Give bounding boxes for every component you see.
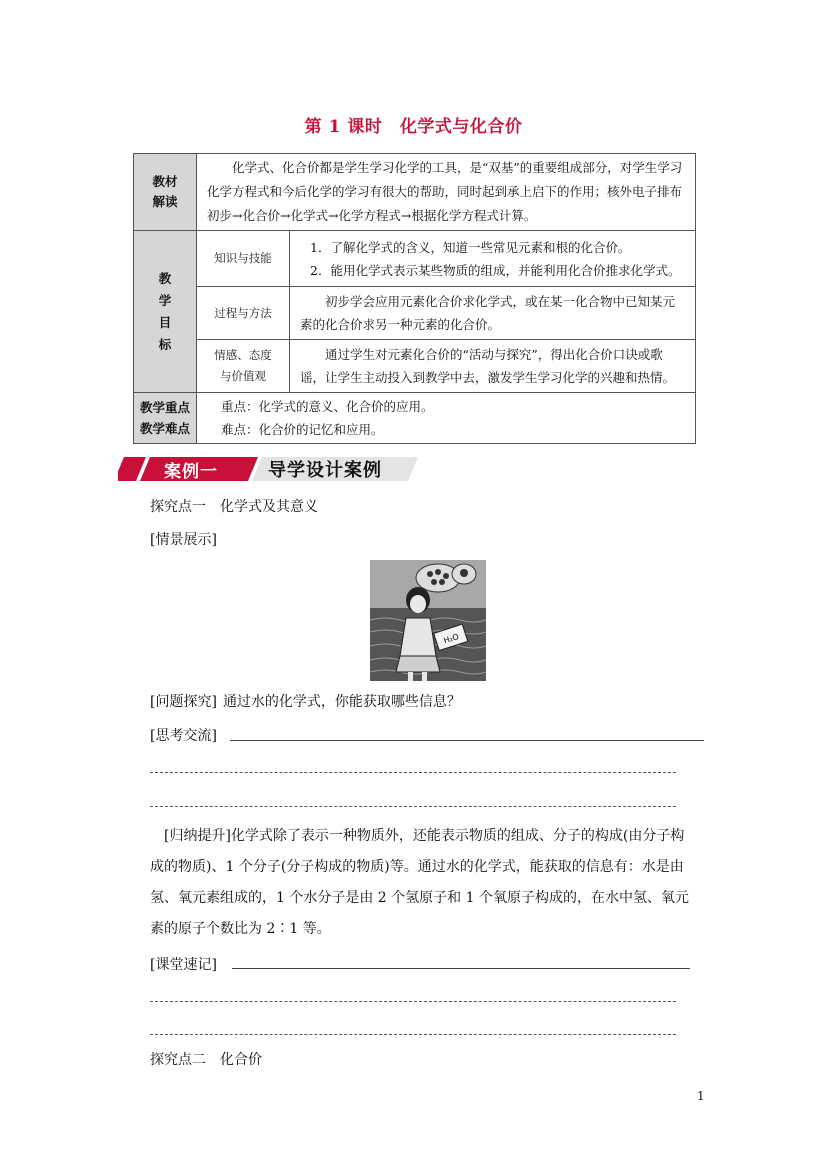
case-label: 案例一: [164, 462, 218, 482]
header-key-points: [134, 393, 197, 444]
page-number: 1: [697, 1089, 705, 1103]
header-textbook: 教材 解读: [134, 154, 197, 231]
question-text: 通过水的化学式，你能获取哪些信息？: [222, 694, 461, 710]
discuss-label: [思考交流]: [150, 728, 217, 744]
sign-text: H₂O: [442, 632, 460, 646]
goal-knowledge-text: [290, 231, 696, 287]
table-row-textbook: [134, 154, 696, 231]
section2-heading: 探究点二 化合价: [150, 1052, 262, 1068]
question-line: [150, 692, 461, 712]
table-row-goal-attitude: [134, 340, 696, 393]
header-key: 教学重点: [139, 400, 190, 415]
textbook-analysis-text: 化学式、化合价都是学生学习化学的工具，是“双基”的重要组成部分，对学生学习化学方程式和今后化学的学习有很大的帮助，同时起到承上启下的作用；核外电子排布初步→化合价→化学式→化学方程式→根据化学方程式计算。: [197, 154, 696, 231]
goal-line: 1．了解化学式的含义，知道一些常见元素和根的化合价。: [310, 239, 631, 255]
sub-knowledge-skills: 知识与技能: [197, 231, 290, 287]
key-line: 重点：化学式的意义、化合价的应用。: [221, 399, 434, 414]
goal-attitude-text: 通过学生对元素化合价的“活动与探究”，得出化合价口诀或歌谣，让学生主动投入到教学中去，激发学生学习化学的兴趣和热情。: [290, 340, 696, 393]
goal-line: 2．能用化学式表示某些物质的组成，并能利用化合价推求化学式。: [310, 262, 681, 278]
scene-label: [情景展示]: [150, 532, 217, 548]
notes-line[interactable]: [150, 1001, 676, 1002]
table-row-goal-process: [134, 287, 696, 340]
water-formula-illustration: [370, 560, 486, 681]
header-char: 目: [158, 314, 172, 330]
section1-heading: 探究点一 化学式及其意义: [150, 499, 318, 515]
header-char: 教: [158, 270, 172, 286]
case-title: 导学设计案例: [268, 460, 382, 481]
case-banner: [118, 455, 418, 483]
lesson-plan-table: [133, 153, 696, 444]
answer-line[interactable]: [230, 740, 704, 741]
header-char: 学: [158, 292, 172, 308]
goal-process-text: 初步学会应用元素化合价求化学式，或在某一化合物中已知某元素的化合价求另一种元素的化合价。: [290, 287, 696, 340]
notes-label: [课堂速记]: [150, 957, 217, 973]
sub-process-method: 过程与方法: [197, 287, 290, 340]
table-row-key-points: [134, 393, 696, 444]
summary-paragraph: [150, 821, 690, 945]
notes-line[interactable]: [232, 968, 690, 969]
summary-text: 化学式除了表示一种物质外，还能表示物质的组成、分子的构成(由分子构成的物质)、1 个分子(分子构成的物质)等。通过水的化学式，能获取的信息有：水是由氢、氧元素组成的，1 个水分子是由 2 个氢原子和 1 个氧原子构成的，在水中氢、氧元素的原子个数比为 2∶1 等。: [150, 828, 689, 937]
sub-emotion-attitude: 情感、态度 与价值观: [197, 340, 290, 393]
answer-line[interactable]: [150, 806, 676, 807]
header-char: 标: [158, 336, 172, 352]
notes-line[interactable]: [150, 1034, 676, 1035]
difficulty-line: 难点：化合价的记忆和应用。: [221, 422, 384, 437]
header-teaching-goals: [134, 231, 197, 393]
question-label: [问题探究]: [150, 694, 217, 710]
table-row-goal-knowledge: [134, 231, 696, 287]
answer-line[interactable]: [150, 772, 676, 773]
summary-label: [归纳提升]: [164, 828, 231, 844]
page-title: 第 1 课时 化学式与化合价: [304, 117, 523, 137]
key-points-text: [197, 393, 696, 444]
header-difficulty: 教学难点: [139, 421, 190, 436]
